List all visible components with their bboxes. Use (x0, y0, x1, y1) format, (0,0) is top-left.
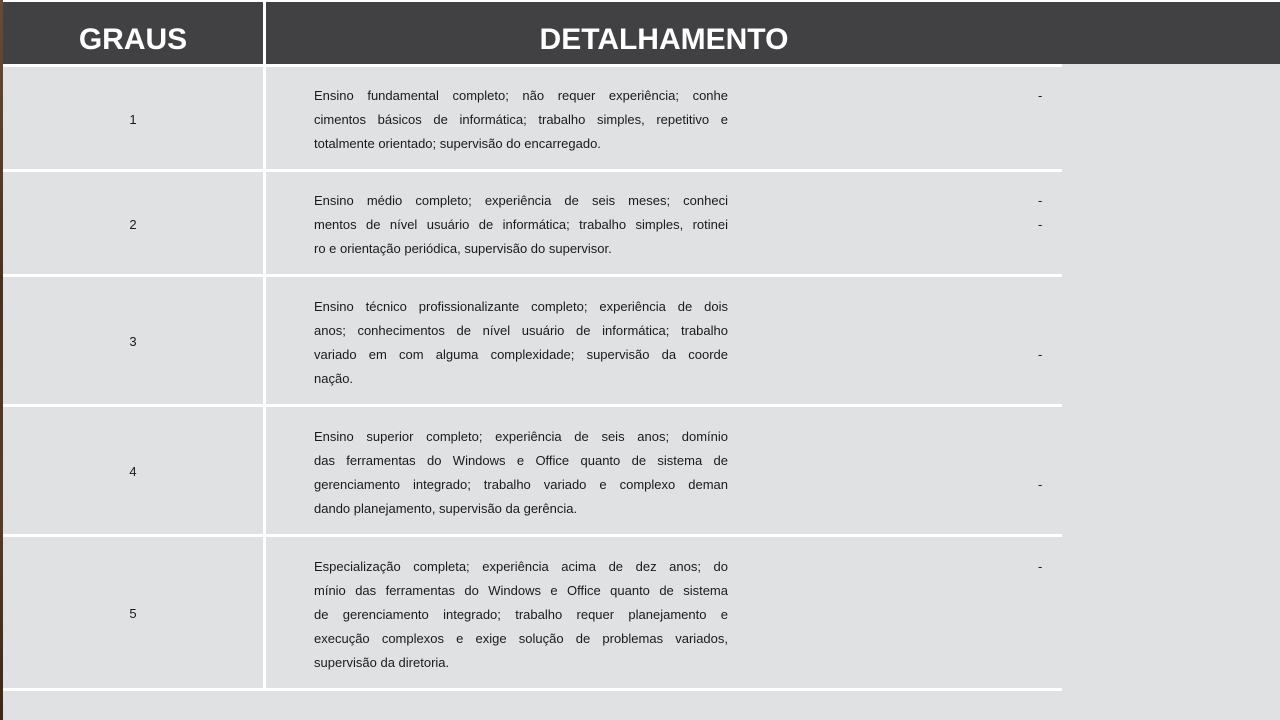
detalhamento-line: mentos de nível usuário de informática; trabalho simples, rotinei (314, 217, 728, 232)
grau-cell-2: 2 (129, 217, 137, 232)
detalhamento-line: dando planejamento, supervisão da gerência. (314, 501, 578, 516)
detalhamento-line: Ensino superior completo; experiência de seis anos; domínio (314, 429, 728, 444)
detalhamento-cell-2 (314, 189, 728, 261)
detalhamento-line: de gerenciamento integrado; trabalho requer planejamento e (314, 607, 728, 622)
row-separator (3, 404, 1062, 407)
detalhamento-cell-4 (314, 425, 728, 521)
row-separator (3, 274, 1062, 277)
detalhamento-line: Ensino fundamental completo; não requer experiência; conhe (314, 88, 728, 103)
row-separator (3, 64, 1062, 67)
grau-cell-4: 4 (129, 464, 137, 479)
row-separator (3, 169, 1062, 172)
detalhamento-line: execução complexos e exige solução de problemas variados, (314, 631, 728, 646)
detalhamento-line: ro e orientação periódica, supervisão do supervisor. (314, 241, 612, 256)
dash-mark: - (1038, 477, 1043, 492)
detalhamento-line: cimentos básicos de informática; trabalho simples, repetitivo e (314, 112, 728, 127)
dash-mark: - (1038, 347, 1043, 362)
row-separator (3, 688, 1062, 691)
detalhamento-line: nação. (314, 371, 354, 386)
header-detalhamento: DETALHAMENTO (539, 23, 789, 56)
column-divider (263, 64, 266, 690)
dash-mark: - (1038, 217, 1043, 232)
dash-mark: - (1038, 559, 1043, 574)
grau-cell-5: 5 (129, 606, 137, 621)
grau-cell-1: 1 (129, 112, 137, 127)
detalhamento-line: mínio das ferramentas do Windows e Office quanto de sistema (314, 583, 728, 598)
dash-mark: - (1038, 193, 1043, 208)
detalhamento-line: Especialização completa; experiência acima de dez anos; do (314, 559, 728, 574)
header-graus: GRAUS (78, 23, 188, 56)
detalhamento-line: totalmente orientado; supervisão do encarregado. (314, 136, 601, 151)
detalhamento-line: das ferramentas do Windows e Office quanto de sistema de (314, 453, 728, 468)
detalhamento-line: supervisão da diretoria. (314, 655, 450, 670)
detalhamento-cell-3 (314, 295, 728, 391)
detalhamento-line: Ensino médio completo; experiência de seis meses; conheci (314, 193, 728, 208)
row-separator (3, 534, 1062, 537)
detalhamento-line: variado em com alguma complexidade; supervisão da coorde (314, 347, 728, 362)
dash-mark: - (1038, 88, 1043, 103)
detalhamento-line: anos; conhecimentos de nível usuário de informática; trabalho (314, 323, 728, 338)
grau-cell-3: 3 (129, 334, 137, 349)
detalhamento-line: Ensino técnico profissionalizante completo; experiência de dois (314, 299, 728, 314)
detalhamento-cell-5 (314, 555, 728, 675)
detalhamento-line: gerenciamento integrado; trabalho variado e complexo deman (314, 477, 728, 492)
detalhamento-cell-1 (314, 84, 728, 156)
